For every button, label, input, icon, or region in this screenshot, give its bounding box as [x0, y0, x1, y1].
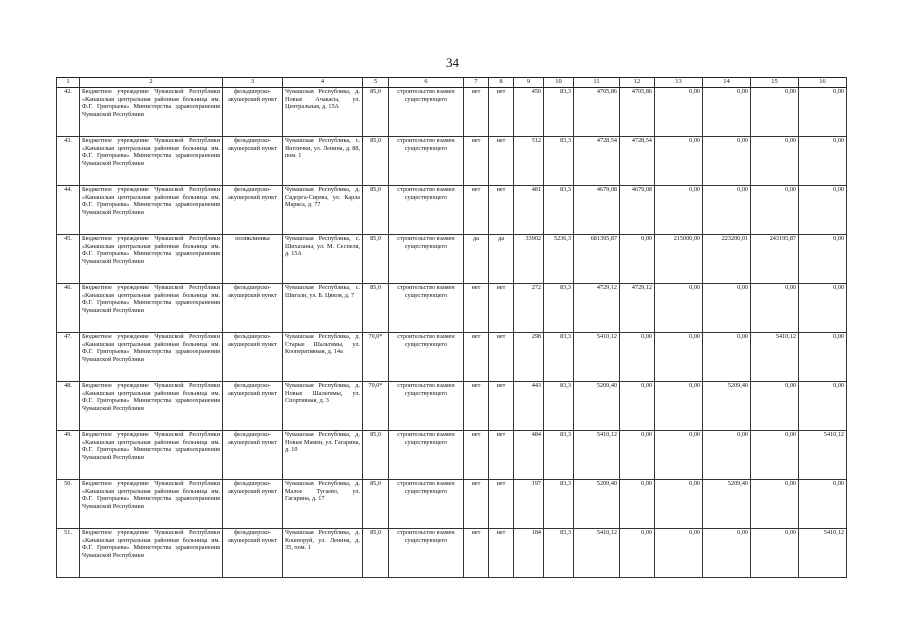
address-cell: Чувашская Республика, с. Шихазаны, ул. М. Сеспеля, д. 15А: [283, 235, 363, 284]
institution-cell: Бюджетное учреждение Чувашской Республики «Канашская центральная районная больница им. Ф.Г. Григорьева» Министерства здравоохранения Чувашской Республики: [80, 137, 223, 186]
header-row: [57, 78, 847, 88]
flag-b-cell: нет: [489, 333, 514, 382]
cost-year-1-cell: 4728,54: [620, 137, 655, 186]
column-header: 2: [80, 78, 223, 88]
cost-year-5-cell: 5410,12: [799, 431, 847, 480]
work-type-cell: строительство взамен существующего: [389, 137, 464, 186]
column-header: 14: [703, 78, 751, 88]
institution-cell: Бюджетное учреждение Чувашской Республики «Канашская центральная районная больница им. Ф.Г. Григорьева» Министерства здравоохранения Чувашской Республики: [80, 235, 223, 284]
column-header: 12: [620, 78, 655, 88]
cost-year-4-cell: 0,00: [751, 137, 799, 186]
cost-year-3-cell: 0,00: [703, 431, 751, 480]
flag-b-cell: нет: [489, 529, 514, 578]
cost-year-1-cell: 4729,12: [620, 284, 655, 333]
cost-year-5-cell: 0,00: [799, 284, 847, 333]
column-header: 10: [544, 78, 574, 88]
work-type-cell: строительство взамен существующего: [389, 431, 464, 480]
cost-year-4-cell: 0,00: [751, 529, 799, 578]
flag-a-cell: нет: [464, 529, 489, 578]
table-row: [57, 284, 847, 333]
column-header: 8: [489, 78, 514, 88]
table-row: [57, 382, 847, 431]
area-cell: 70,0*: [363, 382, 389, 431]
capacity-cell: 83,3: [544, 431, 574, 480]
facility-type-cell: фельдшерско-акушерский пункт: [223, 284, 283, 333]
row-number-cell: 47.: [57, 333, 80, 382]
population-cell: 481: [514, 186, 544, 235]
column-header: 9: [514, 78, 544, 88]
cost-year-5-cell: 0,00: [799, 137, 847, 186]
cost-year-1-cell: 0,00: [620, 382, 655, 431]
column-header: 7: [464, 78, 489, 88]
cost-year-3-cell: 0,00: [703, 186, 751, 235]
work-type-cell: строительство взамен существующего: [389, 382, 464, 431]
capacity-cell: 83,3: [544, 333, 574, 382]
total-cost-cell: 681395,87: [574, 235, 620, 284]
cost-year-4-cell: 0,00: [751, 431, 799, 480]
facility-type-cell: фельдшерско-акушерский пункт: [223, 431, 283, 480]
facility-type-cell: фельдшерско-акушерский пункт: [223, 137, 283, 186]
population-cell: 184: [514, 529, 544, 578]
flag-b-cell: нет: [489, 137, 514, 186]
address-cell: Чувашская Республика, д. Кошноруй, ул. Ленина, д. 35, пом. 1: [283, 529, 363, 578]
cost-year-3-cell: 0,00: [703, 529, 751, 578]
total-cost-cell: 4729,12: [574, 284, 620, 333]
area-cell: 85,0: [363, 431, 389, 480]
cost-year-2-cell: 0,00: [655, 480, 703, 529]
row-number-cell: 46.: [57, 284, 80, 333]
table-row: [57, 186, 847, 235]
address-cell: Чувашская Республика, д. Новые Мамеи, ул. Гагарина, д. 10: [283, 431, 363, 480]
cost-year-2-cell: 0,00: [655, 186, 703, 235]
population-cell: 197: [514, 480, 544, 529]
flag-b-cell: нет: [489, 88, 514, 137]
address-cell: Чувашская Республика, д. Малое Тугаево, ул. Гагарина, д. 17: [283, 480, 363, 529]
flag-a-cell: да: [464, 235, 489, 284]
flag-a-cell: нет: [464, 480, 489, 529]
total-cost-cell: 5209,40: [574, 382, 620, 431]
work-type-cell: строительство взамен существующего: [389, 333, 464, 382]
institution-cell: Бюджетное учреждение Чувашской Республики «Канашская центральная районная больница им. Ф.Г. Григорьева» Министерства здравоохранения Чувашской Республики: [80, 480, 223, 529]
cost-year-2-cell: 215000,00: [655, 235, 703, 284]
cost-year-1-cell: 0,00: [620, 480, 655, 529]
cost-year-4-cell: 0,00: [751, 88, 799, 137]
area-cell: 85,0: [363, 235, 389, 284]
cost-year-5-cell: 0,00: [799, 235, 847, 284]
column-header: 15: [751, 78, 799, 88]
facility-type-cell: фельдшерско-акушерский пункт: [223, 88, 283, 137]
row-number-cell: 45.: [57, 235, 80, 284]
row-number-cell: 42.: [57, 88, 80, 137]
institution-cell: Бюджетное учреждение Чувашской Республики «Канашская центральная районная больница им. Ф.Г. Григорьева» Министерства здравоохранения Чувашской Республики: [80, 431, 223, 480]
cost-year-3-cell: 5209,40: [703, 382, 751, 431]
cost-year-3-cell: 0,00: [703, 137, 751, 186]
row-number-cell: 51.: [57, 529, 80, 578]
area-cell: 85,0: [363, 186, 389, 235]
cost-year-2-cell: 0,00: [655, 529, 703, 578]
column-header: 13: [655, 78, 703, 88]
cost-year-5-cell: 0,00: [799, 333, 847, 382]
flag-a-cell: нет: [464, 137, 489, 186]
flag-b-cell: нет: [489, 382, 514, 431]
area-cell: 85,0: [363, 137, 389, 186]
cost-year-1-cell: 4679,08: [620, 186, 655, 235]
flag-b-cell: да: [489, 235, 514, 284]
address-cell: Чувашская Республика, д. Новые Ачакасы, ул. Центральная, д. 15А: [283, 88, 363, 137]
column-header: 3: [223, 78, 283, 88]
page-number: 34: [446, 55, 459, 70]
work-type-cell: строительство взамен существующего: [389, 235, 464, 284]
facility-type-cell: поликлиника: [223, 235, 283, 284]
cost-year-5-cell: 0,00: [799, 382, 847, 431]
total-cost-cell: 4728,54: [574, 137, 620, 186]
area-cell: 85,0: [363, 88, 389, 137]
population-cell: 450: [514, 88, 544, 137]
flag-a-cell: нет: [464, 284, 489, 333]
population-cell: 298: [514, 333, 544, 382]
cost-year-1-cell: 4705,86: [620, 88, 655, 137]
cost-year-3-cell: 0,00: [703, 88, 751, 137]
population-cell: 484: [514, 431, 544, 480]
cost-year-3-cell: 223200,01: [703, 235, 751, 284]
address-cell: Чувашская Республика, с. Янглички, ул. Ленина, д. 88, пом. 1: [283, 137, 363, 186]
capacity-cell: 83,3: [544, 284, 574, 333]
total-cost-cell: 5410,12: [574, 333, 620, 382]
cost-year-4-cell: 5410,12: [751, 333, 799, 382]
institution-cell: Бюджетное учреждение Чувашской Республики «Канашская центральная районная больница им. Ф.Г. Григорьева» Министерства здравоохранения Чувашской Республики: [80, 284, 223, 333]
flag-a-cell: нет: [464, 186, 489, 235]
capacity-cell: 83,3: [544, 382, 574, 431]
area-cell: 85,0: [363, 284, 389, 333]
row-number-cell: 48.: [57, 382, 80, 431]
flag-b-cell: нет: [489, 431, 514, 480]
address-cell: Чувашская Республика, с. Шигали, ул. Б. Цвиля, д. 7: [283, 284, 363, 333]
facility-type-cell: фельдшерско-акушерский пункт: [223, 529, 283, 578]
table-row: [57, 529, 847, 578]
capacity-cell: 83,3: [544, 88, 574, 137]
column-header: 11: [574, 78, 620, 88]
row-number-cell: 50.: [57, 480, 80, 529]
population-cell: 443: [514, 382, 544, 431]
address-cell: Чувашская Республика, д. Сядорга-Сирмы, ул. Карла Маркса, д. 77: [283, 186, 363, 235]
column-header: 4: [283, 78, 363, 88]
cost-year-4-cell: 243195,87: [751, 235, 799, 284]
table-row: [57, 88, 847, 137]
facilities-table: [56, 77, 847, 578]
flag-b-cell: нет: [489, 480, 514, 529]
flag-a-cell: нет: [464, 431, 489, 480]
institution-cell: Бюджетное учреждение Чувашской Республики «Канашская центральная районная больница им. Ф.Г. Григорьева» Министерства здравоохранения Чувашской Республики: [80, 88, 223, 137]
capacity-cell: 83,3: [544, 480, 574, 529]
capacity-cell: 83,3: [544, 186, 574, 235]
cost-year-5-cell: 0,00: [799, 480, 847, 529]
facility-type-cell: фельдшерско-акушерский пункт: [223, 333, 283, 382]
address-cell: Чувашская Республика, д. Старые Шальтямы, ул. Кооперативная, д. 14а: [283, 333, 363, 382]
cost-year-2-cell: 0,00: [655, 137, 703, 186]
area-cell: 70,0*: [363, 333, 389, 382]
cost-year-2-cell: 0,00: [655, 333, 703, 382]
institution-cell: Бюджетное учреждение Чувашской Республики «Канашская центральная районная больница им. Ф.Г. Григорьева» Министерства здравоохранения Чувашской Республики: [80, 382, 223, 431]
cost-year-5-cell: 0,00: [799, 186, 847, 235]
column-header: 6: [389, 78, 464, 88]
cost-year-5-cell: 0,00: [799, 88, 847, 137]
cost-year-4-cell: 0,00: [751, 284, 799, 333]
cost-year-4-cell: 0,00: [751, 382, 799, 431]
facility-type-cell: фельдшерско-акушерский пункт: [223, 480, 283, 529]
cost-year-1-cell: 0,00: [620, 235, 655, 284]
facility-type-cell: фельдшерско-акушерский пункт: [223, 186, 283, 235]
table-row: [57, 235, 847, 284]
area-cell: 85,0: [363, 529, 389, 578]
capacity-cell: 83,3: [544, 529, 574, 578]
cost-year-4-cell: 0,00: [751, 186, 799, 235]
row-number-cell: 44.: [57, 186, 80, 235]
table-row: [57, 137, 847, 186]
flag-b-cell: нет: [489, 186, 514, 235]
cost-year-2-cell: 0,00: [655, 88, 703, 137]
column-header: 5: [363, 78, 389, 88]
total-cost-cell: 5410,12: [574, 431, 620, 480]
institution-cell: Бюджетное учреждение Чувашской Республики «Канашская центральная районная больница им. Ф.Г. Григорьева» Министерства здравоохранения Чувашской Республики: [80, 529, 223, 578]
work-type-cell: строительство взамен существующего: [389, 186, 464, 235]
column-header: 1: [57, 78, 80, 88]
flag-b-cell: нет: [489, 284, 514, 333]
work-type-cell: строительство взамен существующего: [389, 88, 464, 137]
institution-cell: Бюджетное учреждение Чувашской Республики «Канашская центральная районная больница им. Ф.Г. Григорьева» Министерства здравоохранения Чувашской Республики: [80, 186, 223, 235]
cost-year-3-cell: 0,00: [703, 284, 751, 333]
institution-cell: Бюджетное учреждение Чувашской Республики «Канашская центральная районная больница им. Ф.Г. Григорьева» Министерства здравоохранения Чувашской Республики: [80, 333, 223, 382]
total-cost-cell: 4679,08: [574, 186, 620, 235]
work-type-cell: строительство взамен существующего: [389, 284, 464, 333]
table-row: [57, 480, 847, 529]
capacity-cell: 83,3: [544, 137, 574, 186]
flag-a-cell: нет: [464, 88, 489, 137]
area-cell: 85,0: [363, 480, 389, 529]
cost-year-2-cell: 0,00: [655, 382, 703, 431]
address-cell: Чувашская Республика, д. Новые Шальтямы, ул. Спортивная, д. 3: [283, 382, 363, 431]
cost-year-1-cell: 0,00: [620, 431, 655, 480]
table-row: [57, 333, 847, 382]
cost-year-3-cell: 0,00: [703, 333, 751, 382]
total-cost-cell: 4705,86: [574, 88, 620, 137]
table-row: [57, 431, 847, 480]
total-cost-cell: 5410,12: [574, 529, 620, 578]
population-cell: 272: [514, 284, 544, 333]
facility-type-cell: фельдшерско-акушерский пункт: [223, 382, 283, 431]
flag-a-cell: нет: [464, 382, 489, 431]
row-number-cell: 49.: [57, 431, 80, 480]
cost-year-3-cell: 5209,40: [703, 480, 751, 529]
population-cell: 512: [514, 137, 544, 186]
work-type-cell: строительство взамен существующего: [389, 480, 464, 529]
cost-year-1-cell: 0,00: [620, 529, 655, 578]
cost-year-4-cell: 0,00: [751, 480, 799, 529]
cost-year-1-cell: 0,00: [620, 333, 655, 382]
cost-year-2-cell: 0,00: [655, 431, 703, 480]
cost-year-2-cell: 0,00: [655, 284, 703, 333]
row-number-cell: 43.: [57, 137, 80, 186]
cost-year-5-cell: 5410,12: [799, 529, 847, 578]
capacity-cell: 5236,3: [544, 235, 574, 284]
total-cost-cell: 5209,40: [574, 480, 620, 529]
flag-a-cell: нет: [464, 333, 489, 382]
column-header: 16: [799, 78, 847, 88]
work-type-cell: строительство взамен существующего: [389, 529, 464, 578]
population-cell: 33902: [514, 235, 544, 284]
